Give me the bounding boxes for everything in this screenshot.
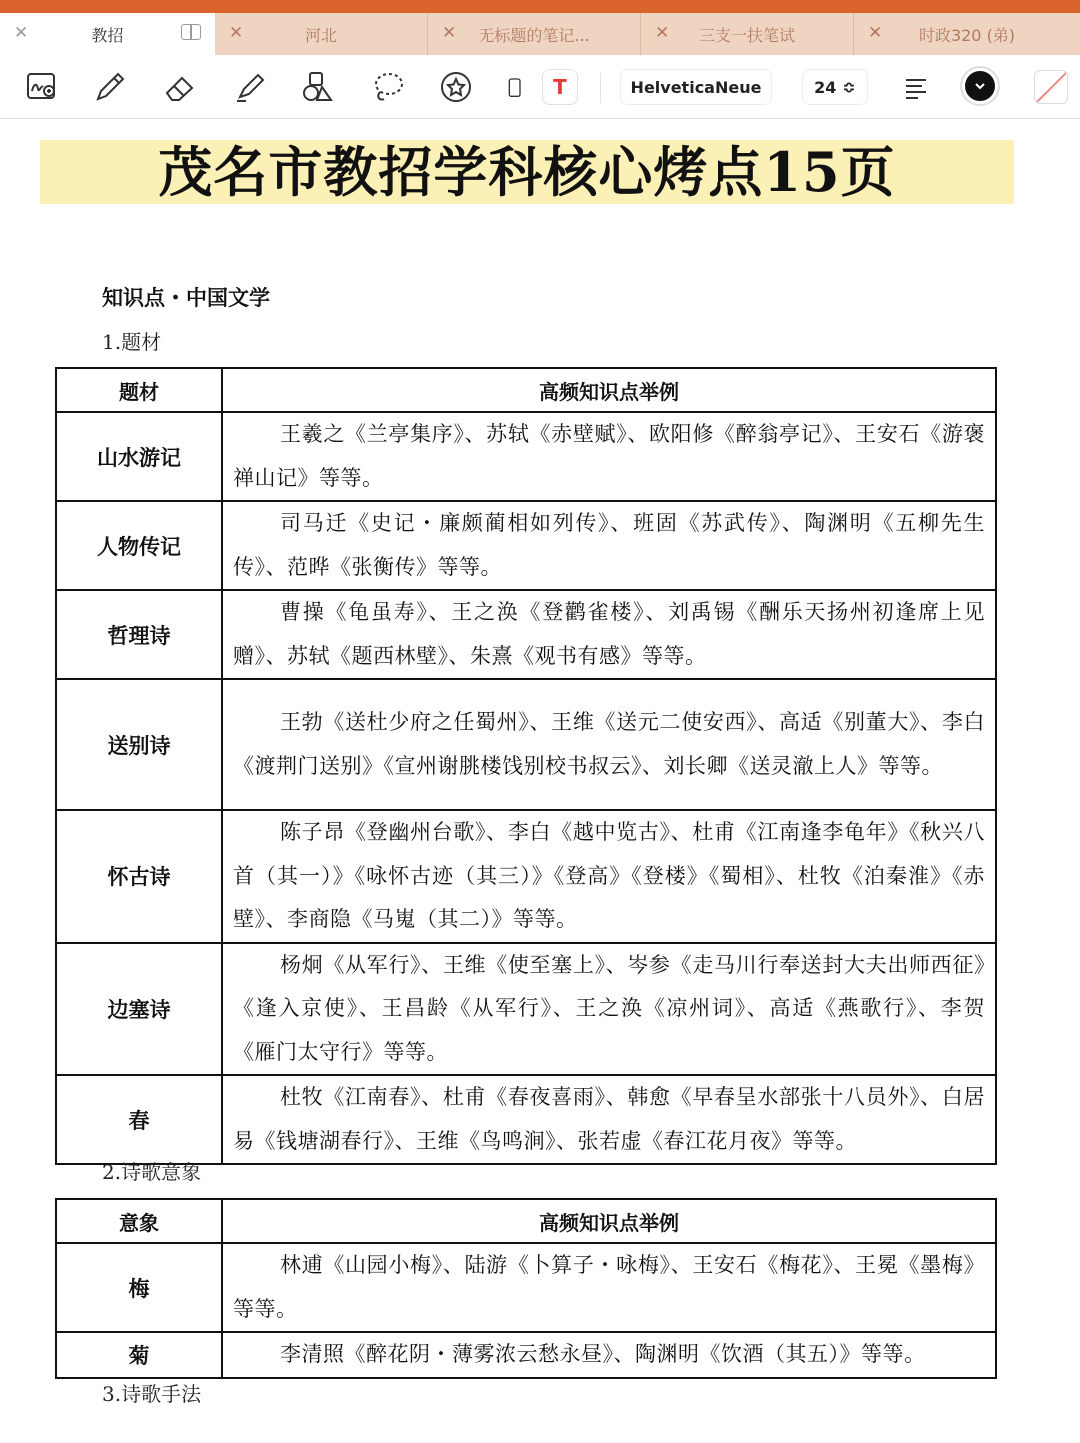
color-picker-button[interactable] (962, 68, 998, 104)
column-header: 意象 (56, 1199, 222, 1243)
table-row (56, 1075, 996, 1164)
imagery-table (55, 1198, 997, 1379)
column-header: 高频知识点举例 (222, 368, 996, 412)
examples-cell: 司马迁《史记・廉颇蔺相如列传》、班固《苏武传》、陶渊明《五柳先生传》、范晔《张衡传》等等。 (222, 501, 996, 590)
examples-cell: 王勃《送杜少府之任蜀州》、王维《送元二使安西》、高适《别董大》、李白《渡荆门送别》《宣州谢朓楼饯别校书叔云》、刘长卿《送灵澈上人》等等。 (222, 679, 996, 810)
category-cell: 人物传记 (56, 501, 222, 590)
up-down-chevron-icon: ≎ (842, 77, 856, 97)
close-icon[interactable]: ✕ (868, 23, 883, 43)
close-icon[interactable]: ✕ (229, 23, 244, 43)
table-row (56, 810, 996, 943)
category-cell: 梅 (56, 1243, 222, 1332)
table-row (56, 1243, 996, 1332)
tab-label: 河北 (304, 25, 337, 45)
column-header: 题材 (56, 368, 222, 412)
page-title: 茂名市教招学科核心烤点15页 (158, 140, 896, 204)
eraser-icon[interactable] (160, 67, 200, 107)
tab-label: 无标题的笔记... (478, 25, 590, 45)
section-heading: 知识点・中国文学 (102, 286, 270, 310)
category-cell: 送别诗 (56, 679, 222, 810)
tab-label: 三支一扶笔试 (698, 25, 795, 45)
category-cell: 菊 (56, 1332, 222, 1378)
toolbar-divider (600, 73, 601, 103)
pen-icon[interactable] (90, 67, 130, 107)
tab-bar (0, 13, 1080, 55)
examples-cell: 杨炯《从军行》、王维《使至塞上》、岑参《走马川行奉送封大夫出师西征》《逢入京使》、王昌龄《从军行》、王之涣《凉州词》、高适《燕歌行》、李贺《雁门太守行》等等。 (222, 943, 996, 1076)
tab-hebei[interactable] (215, 13, 428, 55)
category-cell: 怀古诗 (56, 810, 222, 943)
tab-jiaozhao[interactable] (0, 13, 215, 55)
font-size-value: 24 (814, 77, 837, 97)
subheading-themes: 1.题材 (102, 330, 162, 354)
column-header: 高频知识点举例 (222, 1199, 996, 1243)
tab-untitled-note[interactable] (428, 13, 641, 55)
table-row (56, 1332, 996, 1378)
close-icon[interactable]: ✕ (442, 23, 457, 43)
examples-cell: 李清照《醉花阴・薄雾浓云愁永昼》、陶渊明《饮酒（其五）》等等。 (222, 1332, 996, 1378)
image-icon[interactable] (500, 67, 524, 107)
examples-cell: 曹操《龟虽寿》、王之涣《登鹳雀楼》、刘禹锡《酬乐天扬州初逢席上见赠》、苏轼《题西林壁》、朱熹《观书有感》等等。 (222, 590, 996, 679)
table-row (56, 501, 996, 590)
tab-current-affairs[interactable] (854, 13, 1080, 55)
zoom-handwriting-icon[interactable] (22, 67, 62, 107)
category-cell: 哲理诗 (56, 590, 222, 679)
tab-sanzhi-yifu[interactable] (641, 13, 854, 55)
window-top-strip (0, 0, 1080, 13)
subheading-imagery: 2.诗歌意象 (102, 1160, 202, 1184)
category-cell: 山水游记 (56, 412, 222, 501)
text-icon: T (553, 75, 567, 99)
lasso-icon[interactable] (368, 67, 408, 107)
text-tool-button[interactable] (542, 69, 578, 105)
table-row (56, 590, 996, 679)
tab-label: 时政320 (弟) (918, 25, 1016, 45)
category-cell: 边塞诗 (56, 943, 222, 1076)
tool-bar (0, 55, 1080, 119)
subheading-techniques: 3.诗歌手法 (102, 1382, 202, 1406)
examples-cell: 王羲之《兰亭集序》、苏轼《赤壁赋》、欧阳修《醉翁亭记》、王安石《游褒禅山记》等等。 (222, 412, 996, 501)
sticker-icon[interactable] (436, 67, 476, 107)
highlighter-icon[interactable] (230, 67, 270, 107)
table-row (56, 679, 996, 810)
shapes-icon[interactable] (298, 67, 338, 107)
no-fill-icon[interactable] (1034, 70, 1068, 104)
table-row (56, 943, 996, 1076)
table-header-row (56, 1199, 996, 1243)
tab-label: 教招 (91, 25, 124, 45)
table-row (56, 412, 996, 501)
examples-cell: 陈子昂《登幽州台歌》、李白《越中览古》、杜甫《江南逢李龟年》《秋兴八首（其一）》《咏怀古迹（其三）》《登高》《登楼》《蜀相》、杜牧《泊秦淮》《赤壁》、李商隐《马嵬（其二）》等等。 (222, 810, 996, 943)
split-view-icon[interactable] (181, 24, 201, 40)
text-align-icon[interactable] (896, 67, 936, 107)
close-icon[interactable]: ✕ (14, 23, 29, 43)
examples-cell: 林逋《山园小梅》、陆游《卜算子・咏梅》、王安石《梅花》、王冕《墨梅》等等。 (222, 1243, 996, 1332)
table-header-row (56, 368, 996, 412)
close-icon[interactable]: ✕ (655, 23, 670, 43)
themes-table (55, 367, 997, 1165)
examples-cell: 杜牧《江南春》、杜甫《春夜喜雨》、韩愈《早春呈水部张十八员外》、白居易《钱塘湖春行》、王维《鸟鸣涧》、张若虚《春江花月夜》等等。 (222, 1075, 996, 1164)
font-family-selector[interactable]: HelveticaNeue (620, 69, 772, 105)
category-cell: 春 (56, 1075, 222, 1164)
font-size-selector[interactable] (802, 69, 868, 105)
